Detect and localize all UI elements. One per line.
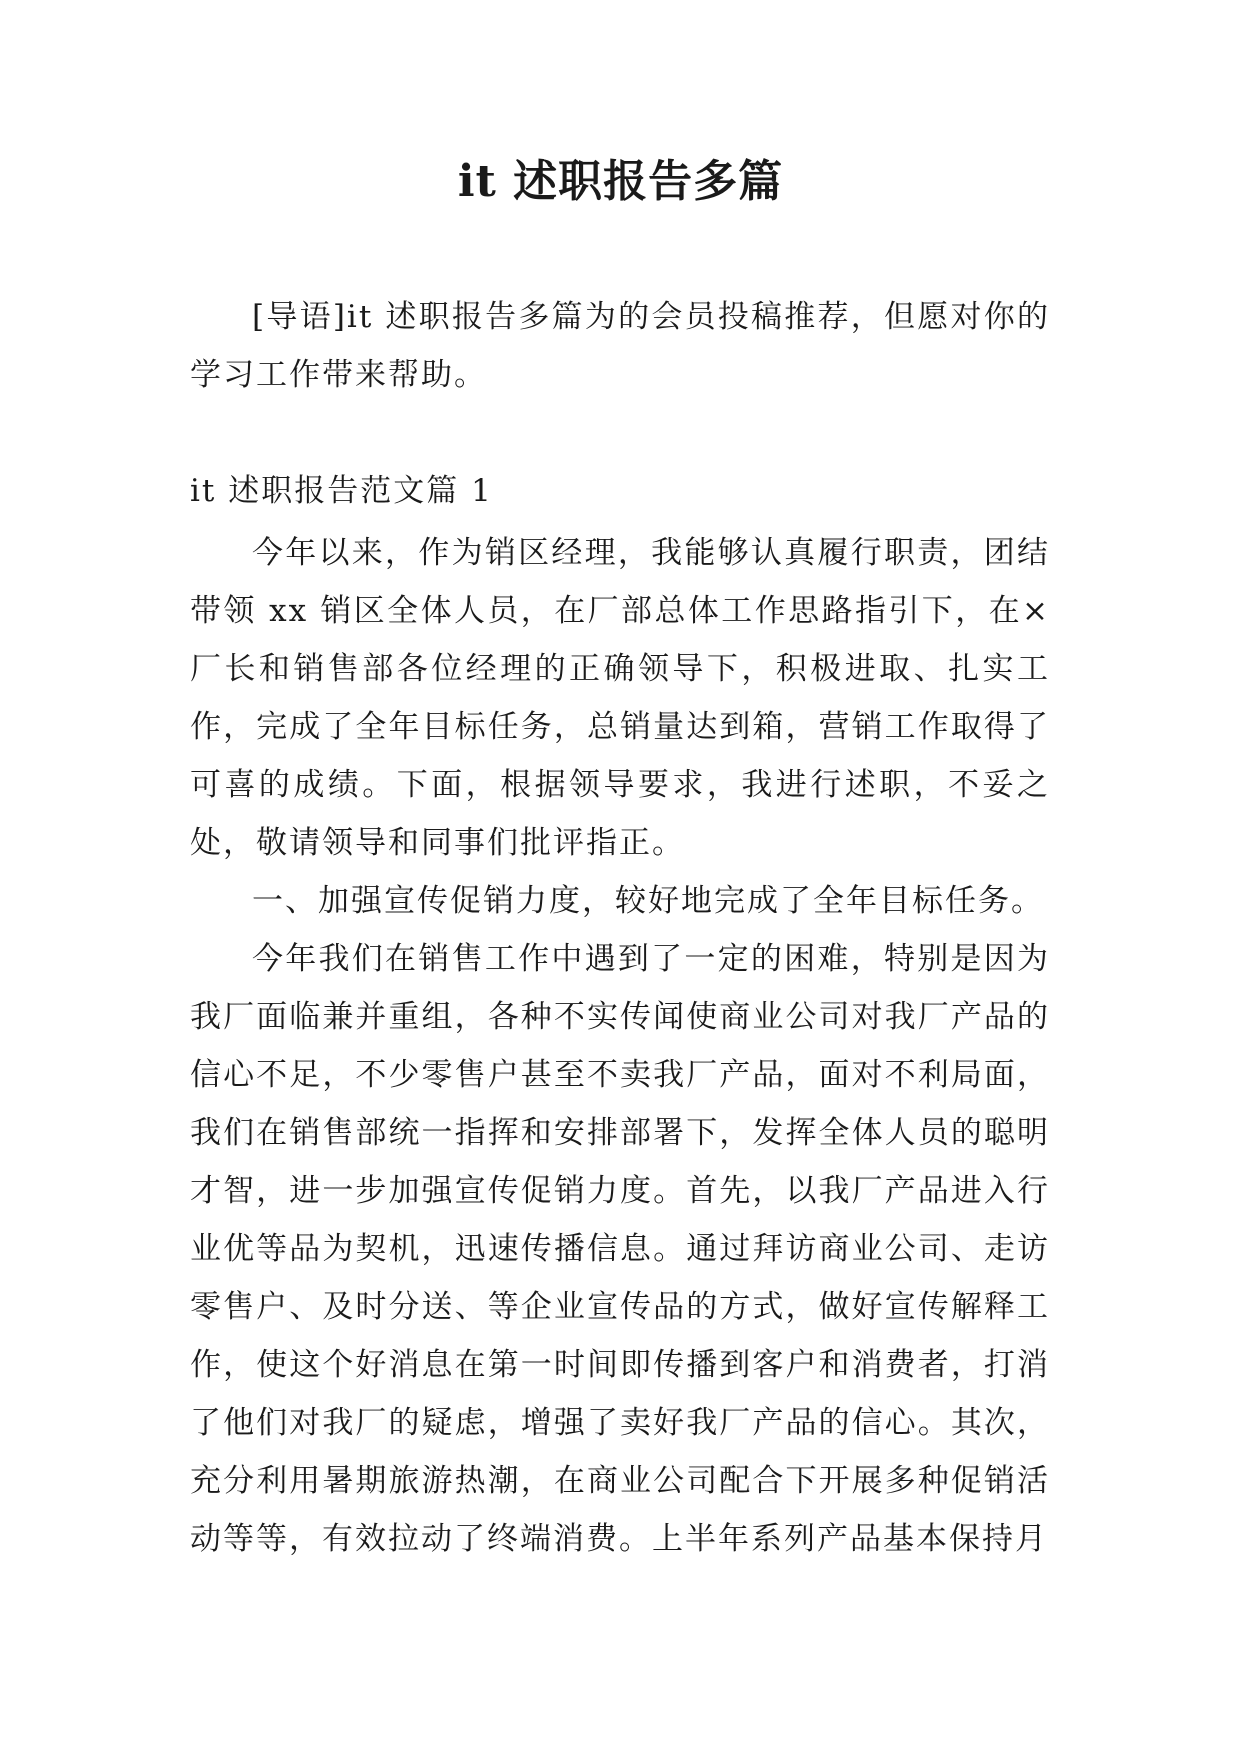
body-paragraph: 今年以来，作为销区经理，我能够认真履行职责，团结带领 xx 销区全体人员，在厂部总体工作思路指引下，在×厂长和销售部各位经理的正确领导下，积极进取、扎实工作，完成了全年目标任务，总销量达到箱，营销工作取得了可喜的成绩。下面，根据领导要求，我进行述职，不妥之处，敬请领导和同事们批评指正。 [190, 535, 1050, 861]
body-paragraph: 一、加强宣传促销力度，较好地完成了全年目标任务。 [252, 883, 1044, 919]
document-title: it 述职报告多篇 [457, 156, 784, 207]
section-heading-block [190, 462, 1050, 520]
body-paragraph: 今年我们在销售工作中遇到了一定的困难，特别是因为我厂面临兼并重组，各种不实传闻使商业公司对我厂产品的信心不足，不少零售户甚至不卖我厂产品，面对不利局面，我们在销售部统一指挥和安排部署下，发挥全体人员的聪明才智，进一步加强宣传促销力度。首先，以我厂产品进入行业优等品为契机，迅速传播信息。通过拜访商业公司、走访零售户、及时分送、等企业宣传品的方式，做好宣传解释工作，使这个好消息在第一时间即传播到客户和消费者，打消了他们对我厂的疑虑，增强了卖好我厂产品的信心。其次，充分利用暑期旅游热潮，在商业公司配合下开展多种促销活动等等，有效拉动了终端消费。上半年系列产品基本保持月 [190, 941, 1050, 1557]
body-content [190, 524, 1050, 1568]
intro-paragraph: [导语]it 述职报告多篇为的会员投稿推荐，但愿对你的学习工作带来帮助。 [190, 299, 1050, 393]
intro-block [190, 288, 1050, 404]
section-heading: it 述职报告范文篇 1 [190, 473, 493, 509]
